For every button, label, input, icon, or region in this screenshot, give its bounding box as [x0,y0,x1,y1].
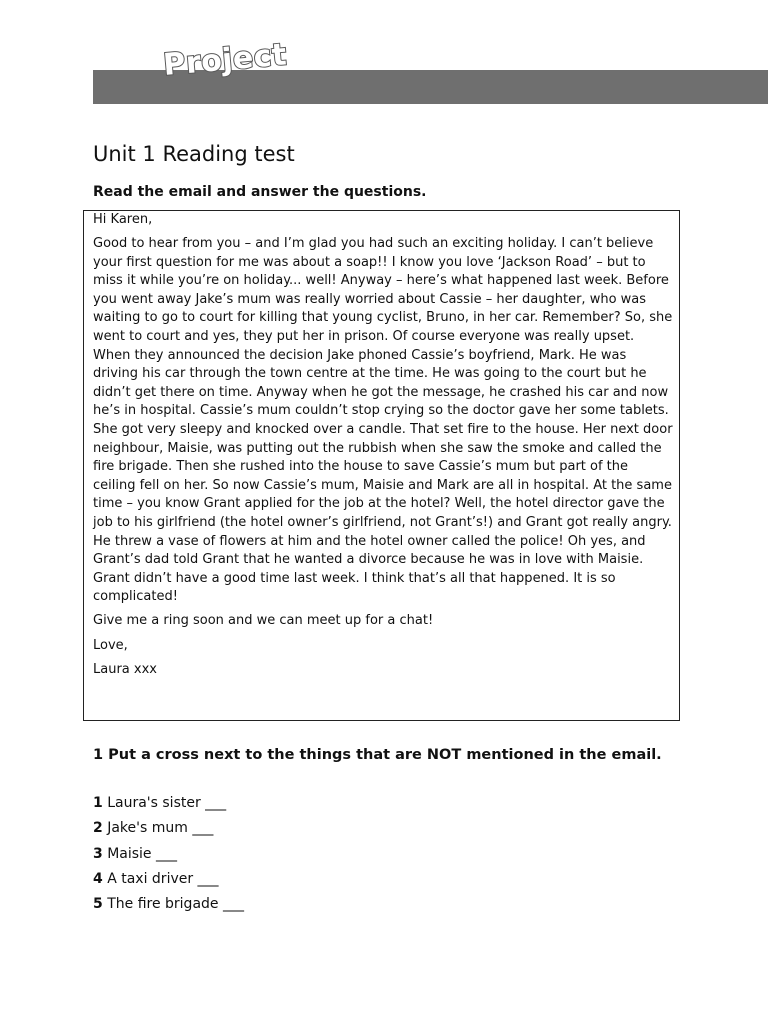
question-heading: 1 Put a cross next to the things that are NOT mentioned in the email. [93,747,662,763]
email-body: Good to hear from you – and I’m glad you had such an exciting holiday. I can’t believe your first question for me was about a soap!! I know you love ‘Jackson Road’ – but to miss it while you’re on holiday... well! Anyway – here’s what happened last week. Before you went away Jake’s mum was really worried about Cassie – her daughter, who was waiting to go to court for killing that young cyclist, Bruno, in her car. Remember? So, she went to court and yes, they put her in prison. Of course everyone was really upset. When they announced the decision Jake phoned Cassie’s boyfriend, Mark. He was driving his car through the town centre at the time. He was going to the court but he didn’t get there on time. Anyway when he got the message, he crashed his car and now he’s in hospital. Cassie’s mum couldn’t stop crying so the doctor gave her some tablets. She got very sleepy and knocked over a candle. That set fire to the house. Her next door neighbour, Maisie, was putting out the rubbish when she saw the smoke and called the fire brigade. Then she rushed into the house to save Cassie’s mum but part of the ceiling fell on her. So now Cassie’s mum, Maisie and Mark are all in hospital. At the same time – you know Grant applied for the job at the hotel? Well, the hotel director gave the job to his girlfriend (the hotel owner’s girlfriend, not Grant’s!) and Grant got really angry. He threw a vase of flowers at him and the hotel owner called the police! Oh yes, and Grant’s dad told Grant that he wanted a divorce because he was in love with Maisie. Grant didn’t have a good time last week. I think that’s all that happened. It is so complicated! [93,236,673,605]
item-number: 4 [93,870,103,887]
item-text: Maisie ___ [107,845,177,862]
list-item[interactable] [93,816,244,841]
item-number: 3 [93,845,103,862]
answer-list [93,791,244,917]
list-item[interactable] [93,842,244,867]
item-number: 2 [93,820,103,837]
email-closing: Give me a ring soon and we can meet up for a chat! [93,613,434,629]
email-greeting: Hi Karen, [93,212,153,227]
item-text: Laura's sister ___ [107,795,227,811]
list-item[interactable] [93,867,244,892]
list-item[interactable] [93,892,244,917]
project-logo: Project [161,37,289,83]
item-number: 5 [93,896,103,913]
item-number: 1 [93,795,103,811]
page-title: Unit 1 Reading test [93,142,295,166]
email-signature: Laura xxx [93,661,157,677]
item-text: A taxi driver ___ [107,870,219,887]
email-signoff: Love, [93,637,128,653]
list-item[interactable] [93,791,244,816]
item-text: The fire brigade ___ [107,896,244,913]
item-text: Jake's mum ___ [107,820,214,837]
instructions: Read the email and answer the questions. [93,184,427,200]
email-box [83,210,680,721]
